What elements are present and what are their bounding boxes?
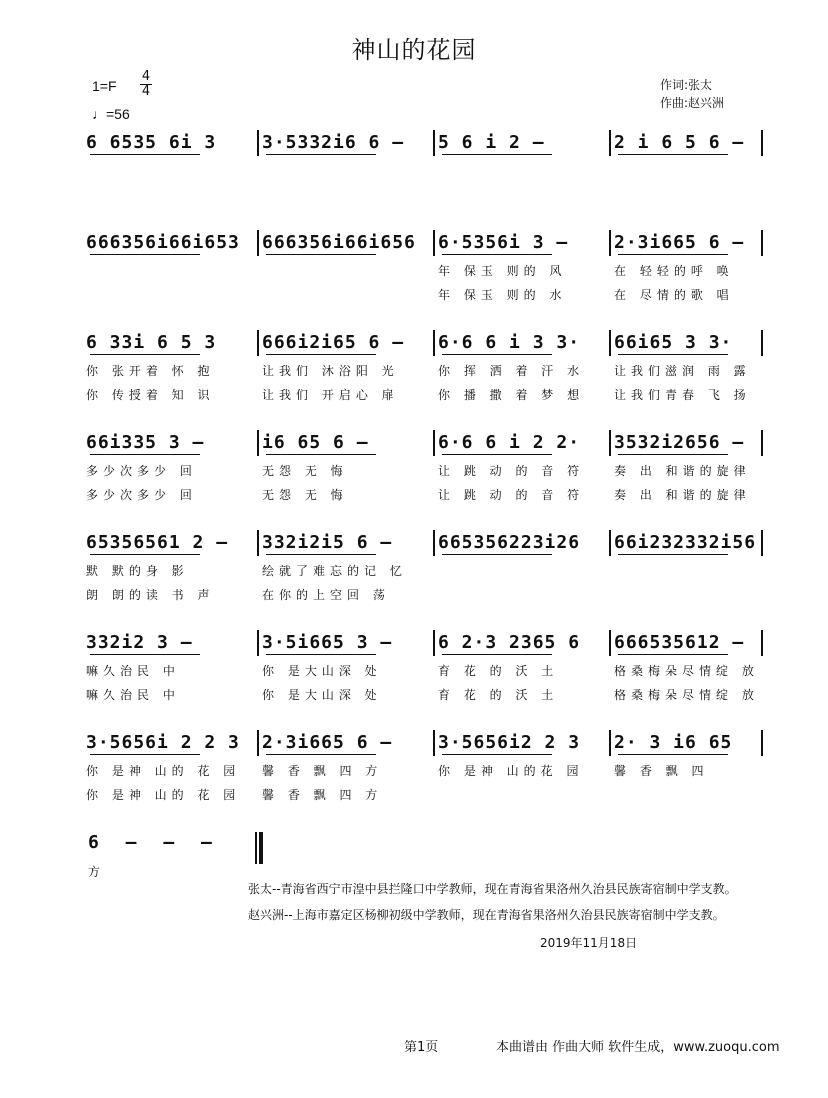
beam-underline [90, 554, 200, 555]
final-lyric: 方 [88, 865, 101, 879]
barline [433, 630, 435, 656]
lyric-text: 格桑梅朵尽情绽 放 [614, 688, 759, 702]
author-note-1: 张太--青海省西宁市湟中县拦隆口中学教师，现在青海省果洛州久治县民族寄宿制中学支教。 [248, 882, 737, 896]
score-row [86, 528, 766, 558]
measure: 6 2·3 2365 6 [438, 632, 581, 653]
barline [433, 530, 435, 556]
lyric-line [86, 386, 766, 404]
measure: 3·5i665 3 – [262, 632, 393, 653]
measure: 2·3i665 6 – [614, 232, 745, 253]
beam-underline [90, 354, 200, 355]
score-row [86, 728, 766, 758]
lyric-line [86, 286, 766, 304]
measure: 65356561 2 – [86, 532, 229, 553]
barline [257, 230, 259, 256]
barline [257, 730, 259, 756]
score-row [86, 228, 766, 258]
barline [761, 430, 763, 456]
lyric-line [86, 762, 766, 780]
barline [609, 230, 611, 256]
barline [609, 430, 611, 456]
lyric-text: 你 是大山深 处 [262, 688, 382, 702]
measure: 6·6 6 i 2 2· [438, 432, 581, 453]
beam-underline [618, 454, 728, 455]
measure: 3·5332i6 6 – [262, 132, 405, 153]
lyric-line [86, 262, 766, 280]
beam-underline [618, 154, 728, 155]
beam-underline [618, 354, 728, 355]
measure: 3532i2656 – [614, 432, 745, 453]
score-row [86, 428, 766, 458]
lyric-text: 让我们滋润 雨 露 [614, 364, 751, 378]
lyric-line [86, 462, 766, 480]
lyric-line [86, 586, 766, 604]
beam-underline [442, 154, 552, 155]
lyric-text: 在你的上空回 荡 [262, 588, 390, 602]
lyric-text: 让我们青春 飞 扬 [614, 388, 751, 402]
beam-underline [90, 754, 200, 755]
barline [257, 330, 259, 356]
tempo-marking: ♩=56 [92, 106, 130, 122]
lyric-text: 奏 出 和谐的旋律 [614, 464, 751, 478]
lyric-text: 让我们 沐浴阳 光 [262, 364, 399, 378]
measure: 2 i 6 5 6 – [614, 132, 745, 153]
lyric-text: 你 传授着 知 识 [86, 388, 215, 402]
barline [609, 730, 611, 756]
beam-underline [442, 654, 552, 655]
lyric-text: 绘就了难忘的记 忆 [262, 564, 407, 578]
lyric-text: 育 花 的 沃 土 [438, 688, 559, 702]
beam-underline [618, 754, 728, 755]
lyric-text: 年 保玉 则的 水 [438, 288, 567, 302]
beam-underline [266, 654, 376, 655]
barline [761, 730, 763, 756]
measure: 66i65 3 3· [614, 332, 733, 353]
barline [761, 330, 763, 356]
barline [433, 330, 435, 356]
lyric-text: 你 播 撒 着 梦 想 [438, 388, 585, 402]
barline [433, 730, 435, 756]
barline [609, 530, 611, 556]
measure: 6·6 6 i 3 3· [438, 332, 581, 353]
lyric-text: 馨 香 飘 四 [614, 764, 709, 778]
measure: 666356i66i656 [262, 232, 416, 253]
measure: 6 6535 6i 3 [86, 132, 217, 153]
measure: 332i2i5 6 – [262, 532, 393, 553]
lyricist-credit: 作词:张太 [660, 78, 713, 92]
barline [761, 530, 763, 556]
measure: 3·5656i2 2 3 [438, 732, 581, 753]
measure: 666i2i65 6 – [262, 332, 405, 353]
barline [761, 230, 763, 256]
final-notes: 6 – – – [88, 832, 220, 853]
time-signature-bottom: 4 [141, 84, 151, 99]
lyric-line [86, 786, 766, 804]
lyric-text: 格桑梅朵尽情绽 放 [614, 664, 759, 678]
beam-underline [266, 154, 376, 155]
lyric-text: 你 挥 洒 着 汗 水 [438, 364, 585, 378]
beam-underline [618, 554, 728, 555]
lyric-line [86, 562, 766, 580]
beam-underline [90, 654, 200, 655]
barline [609, 630, 611, 656]
lyric-text: 让我们 开启心 扉 [262, 388, 399, 402]
beam-underline [266, 554, 376, 555]
measure: 332i2 3 – [86, 632, 193, 653]
composer-credit: 作曲:赵兴洲 [660, 96, 725, 110]
beam-underline [442, 554, 552, 555]
lyric-text: 你 是神 山的 花 园 [86, 788, 241, 802]
beam-underline [90, 254, 200, 255]
lyric-text: 在 尽情的歌 唱 [614, 288, 734, 302]
beam-underline [442, 254, 552, 255]
lyric-text: 你 张开着 怀 抱 [86, 364, 215, 378]
lyric-text: 馨 香 飘 四 方 [262, 788, 383, 802]
measure: i6 65 6 – [262, 432, 369, 453]
barline [257, 530, 259, 556]
time-signature [140, 70, 152, 99]
score-row [86, 628, 766, 658]
measure: 6 33i 6 5 3 [86, 332, 217, 353]
key-signature: 1=F [92, 78, 117, 94]
measure: 3·5656i 2 2 3 [86, 732, 240, 753]
lyric-text: 你 是神 山的 花 园 [86, 764, 241, 778]
measure: 665356223i26 [438, 532, 581, 553]
measure: 6·5356i 3 – [438, 232, 569, 253]
beam-underline [266, 454, 376, 455]
barline [761, 130, 763, 156]
beam-underline [618, 654, 728, 655]
lyric-text: 嘛久治民 中 [86, 688, 180, 702]
barline [609, 130, 611, 156]
beam-underline [442, 754, 552, 755]
measure: 666356i66i653 [86, 232, 240, 253]
lyric-text: 多少次多少 回 [86, 464, 197, 478]
barline [761, 630, 763, 656]
lyric-text: 你 是大山深 处 [262, 664, 382, 678]
barline [433, 230, 435, 256]
beam-underline [266, 354, 376, 355]
beam-underline [442, 354, 552, 355]
lyric-text: 年 保玉 则的 风 [438, 264, 567, 278]
lyric-text: 让 跳 动 的 音 符 [438, 464, 585, 478]
beam-underline [90, 454, 200, 455]
beam-underline [266, 754, 376, 755]
lyric-line [86, 486, 766, 504]
lyric-text: 无怨 无 悔 [262, 464, 348, 478]
score-row [86, 128, 766, 158]
barline [433, 130, 435, 156]
barline [257, 130, 259, 156]
lyric-text: 奏 出 和谐的旋律 [614, 488, 751, 502]
lyric-text: 多少次多少 回 [86, 488, 197, 502]
generator-credit: 本曲谱由 作曲大师 软件生成，www.zuoqu.com [496, 1040, 780, 1055]
measure: 666535612 – [614, 632, 745, 653]
time-signature-top: 4 [141, 69, 151, 84]
author-note-2: 赵兴洲--上海市嘉定区杨柳初级中学教师，现在青海省果洛州久治县民族寄宿制中学支教。 [248, 908, 725, 922]
measure: 66i232332i56 [614, 532, 757, 553]
lyric-text: 默 默的身 影 [86, 564, 189, 578]
beam-underline [266, 254, 376, 255]
lyric-text: 你 是神 山的花 园 [438, 764, 584, 778]
lyric-text: 馨 香 飘 四 方 [262, 764, 383, 778]
final-barline-thin [255, 832, 257, 864]
barline [609, 330, 611, 356]
lyric-line [86, 362, 766, 380]
lyric-text: 无怨 无 悔 [262, 488, 348, 502]
measure: 2·3i665 6 – [262, 732, 393, 753]
score-row [86, 328, 766, 358]
lyric-text: 让 跳 动 的 音 符 [438, 488, 585, 502]
measure: 66i335 3 – [86, 432, 205, 453]
lyric-line [86, 686, 766, 704]
page-number: 第1页 [404, 1040, 439, 1055]
measure: 2· 3 i6 65 [614, 732, 733, 753]
barline [433, 430, 435, 456]
beam-underline [442, 454, 552, 455]
measure: 5 6 i 2 – [438, 132, 545, 153]
lyric-text: 在 轻轻的呼 唤 [614, 264, 734, 278]
final-barline-thick [259, 832, 263, 864]
lyric-text: 育 花 的 沃 土 [438, 664, 559, 678]
date-text: 2019年11月18日 [540, 936, 638, 950]
score-title: 神山的花园 [351, 36, 477, 64]
barline [257, 630, 259, 656]
lyric-text: 嘛久治民 中 [86, 664, 180, 678]
barline [257, 430, 259, 456]
beam-underline [618, 254, 728, 255]
beam-underline [90, 154, 200, 155]
lyric-line [86, 662, 766, 680]
lyric-text: 朗 朗的读 书 声 [86, 588, 215, 602]
